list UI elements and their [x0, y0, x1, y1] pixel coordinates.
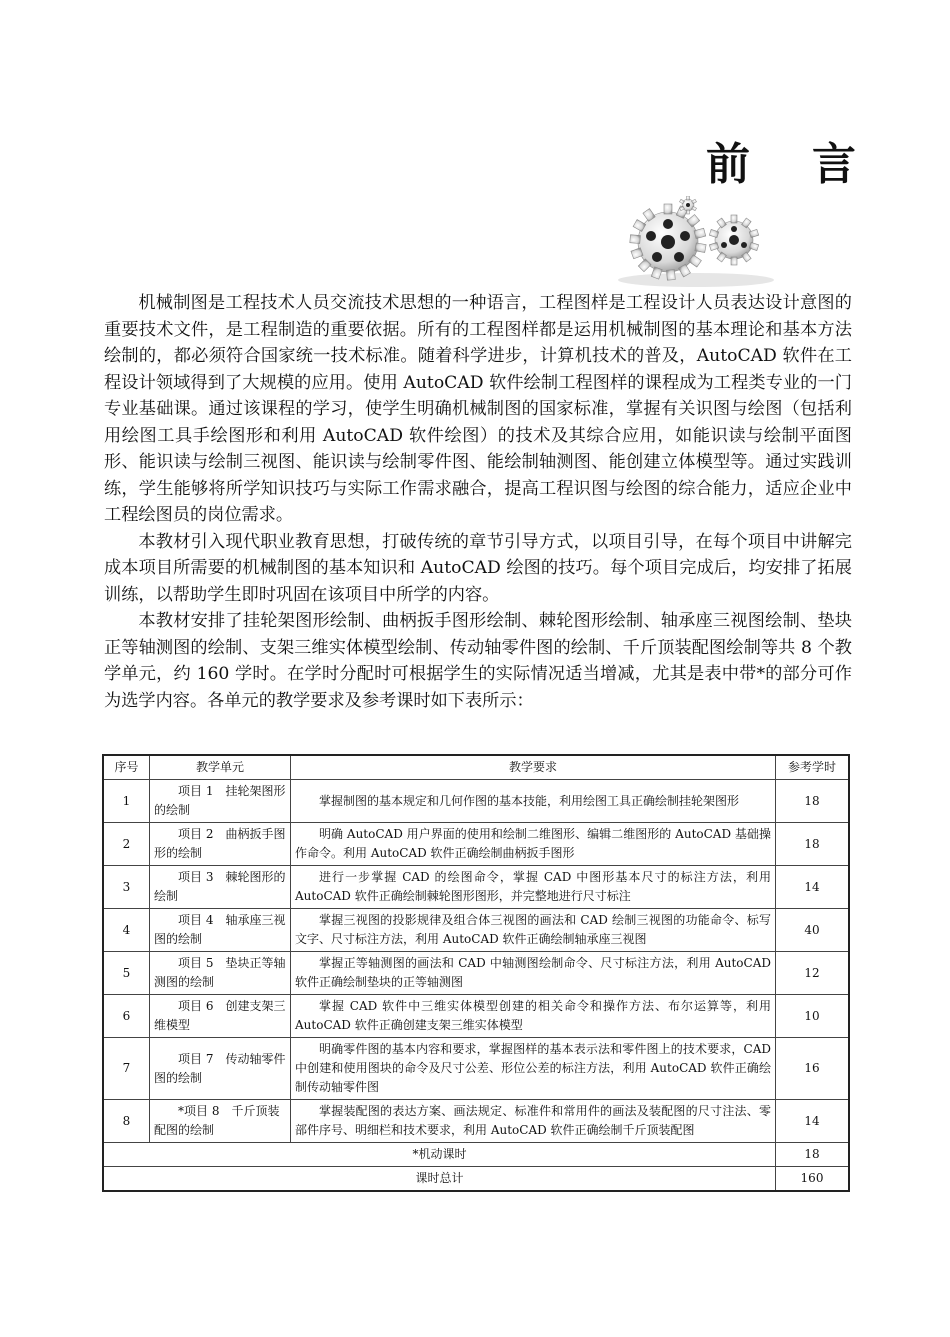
title-char-1: 前 [706, 139, 750, 190]
row-hours: 12 [776, 952, 850, 995]
row-unit: 项目 4 轴承座三视图的绘制 [150, 909, 291, 952]
row-hours: 14 [776, 1100, 850, 1143]
row-no: 7 [103, 1038, 150, 1100]
header-requirement: 教学要求 [291, 755, 776, 780]
paragraph-1: 机械制图是工程技术人员交流技术思想的一种语言，工程图样是工程设计人员表达设计意图的重要技术文件，是工程制造的重要依据。所有的工程图样都是运用机械制图的基本理论和基本方法绘制的，都必须符合国家统一技术标准。随着科学进步，计算机技术的普及，AutoCAD 软件在工程设计领域得到了大规模的应用。使用 AutoCAD 软件绘制工程图样的课程成为工程类专业的一门专业基础课。通过该课程的学习，使学生明确机械制图的国家标准，掌握有关识图与绘图（包括利用绘图工具手绘图形和利用 AutoCAD 软件绘图）的技术及其综合应用，如能识读与绘制平面图形、能识读与绘制三视图、能识读与绘制零件图、能绘制轴测图、能创建立体模型等。通过实践训练，学生能够将所学知识技巧与实际工作需求融合，提高工程识图与绘图的综合能力，适应企业中工程绘图员的岗位需求。 [104, 293, 852, 525]
row-unit: 项目 7 传动轴零件图的绘制 [150, 1038, 291, 1100]
header-unit: 教学单元 [150, 755, 291, 780]
row-unit: *项目 8 千斤顶装配图的绘制 [150, 1100, 291, 1143]
table-row [103, 995, 849, 1038]
row-hours: 40 [776, 909, 850, 952]
gears-icon [616, 196, 786, 288]
title-char-2: 言 [812, 139, 856, 190]
header-hours: 参考学时 [776, 755, 850, 780]
row-requirement: 明确 AutoCAD 用户界面的使用和绘制二维图形、编辑二维图形的 AutoCAD 基础操作命令。利用 AutoCAD 软件正确绘制曲柄扳手图形 [291, 823, 776, 866]
row-no: 6 [103, 995, 150, 1038]
row-unit: 项目 1 挂轮架图形的绘制 [150, 780, 291, 823]
row-no: 5 [103, 952, 150, 995]
total-hours-label: 课时总计 [103, 1167, 776, 1192]
table-row [103, 1100, 849, 1143]
row-no: 8 [103, 1100, 150, 1143]
row-requirement: 掌握制图的基本规定和几何作图的基本技能，利用绘图工具正确绘制挂轮架图形 [291, 780, 776, 823]
row-requirement: 进行一步掌握 CAD 的绘图命令，掌握 CAD 中图形基本尺寸的标注方法，利用 AutoCAD 软件正确绘制棘轮图形图形，并完整地进行尺寸标注 [291, 866, 776, 909]
total-hours-value: 160 [776, 1167, 850, 1192]
table-row [103, 952, 849, 995]
table-row [103, 866, 849, 909]
row-no: 2 [103, 823, 150, 866]
teaching-units-table [102, 754, 850, 1192]
row-requirement: 掌握 CAD 软件中三维实体模型创建的相关命令和操作方法、布尔运算等，利用 AutoCAD 软件正确创建支架三维实体模型 [291, 995, 776, 1038]
flexible-hours-value: 18 [776, 1143, 850, 1167]
table-row [103, 780, 849, 823]
preface-body [104, 290, 852, 714]
table-header-row [103, 755, 849, 780]
row-no: 1 [103, 780, 150, 823]
page-title [706, 128, 856, 192]
row-unit: 项目 5 垫块正等轴测图的绘制 [150, 952, 291, 995]
row-hours: 14 [776, 866, 850, 909]
row-requirement: 明确零件图的基本内容和要求，掌握图样的基本表示法和零件图上的技术要求，CAD 中创建和使用图块的命令及尺寸公差、形位公差的标注方法，利用 AutoCAD 软件正确绘制传动轴零件图 [291, 1038, 776, 1100]
flexible-hours-label: *机动课时 [103, 1143, 776, 1167]
row-hours: 10 [776, 995, 850, 1038]
paragraph-3: 本教材安排了挂轮架图形绘制、曲柄扳手图形绘制、棘轮图形绘制、轴承座三视图绘制、垫块正等轴测图的绘制、支架三维实体模型绘制、传动轴零件图的绘制、千斤顶装配图绘制等共 8 个教学单元，约 160 学时。在学时分配时可根据学生的实际情况适当增减，尤其是表中带*的部分可作为选学内容。各单元的教学要求及参考课时如下表所示： [104, 611, 852, 711]
table-row [103, 909, 849, 952]
row-requirement: 掌握三视图的投影规律及组合体三视图的画法和 CAD 绘制三视图的功能命令、标写文字、尺寸标注方法，利用 AutoCAD 软件正确绘制轴承座三视图 [291, 909, 776, 952]
row-no: 3 [103, 866, 150, 909]
paragraph-2: 本教材引入现代职业教育思想，打破传统的章节引导方式，以项目引导，在每个项目中讲解完成本项目所需要的机械制图的基本知识和 AutoCAD 绘图的技巧。每个项目完成后，均安排了拓展训练，以帮助学生即时巩固在该项目中所学的内容。 [104, 531, 852, 605]
table-footer-row [103, 1143, 849, 1167]
header-no: 序号 [103, 755, 150, 780]
table-row [103, 823, 849, 866]
row-requirement: 掌握装配图的表达方案、画法规定、标准件和常用件的画法及装配图的尺寸注法、零部件序号、明细栏和技术要求，利用 AutoCAD 软件正确绘制千斤顶装配图 [291, 1100, 776, 1143]
row-hours: 16 [776, 1038, 850, 1100]
table-row [103, 1038, 849, 1100]
row-unit: 项目 6 创建支架三维模型 [150, 995, 291, 1038]
row-hours: 18 [776, 823, 850, 866]
row-no: 4 [103, 909, 150, 952]
row-requirement: 掌握正等轴测图的画法和 CAD 中轴测图绘制命令、尺寸标注方法，利用 AutoCAD 软件正确绘制垫块的正等轴测图 [291, 952, 776, 995]
row-hours: 18 [776, 780, 850, 823]
row-unit: 项目 2 曲柄扳手图形的绘制 [150, 823, 291, 866]
table-footer-row [103, 1167, 849, 1192]
row-unit: 项目 3 棘轮图形的绘制 [150, 866, 291, 909]
